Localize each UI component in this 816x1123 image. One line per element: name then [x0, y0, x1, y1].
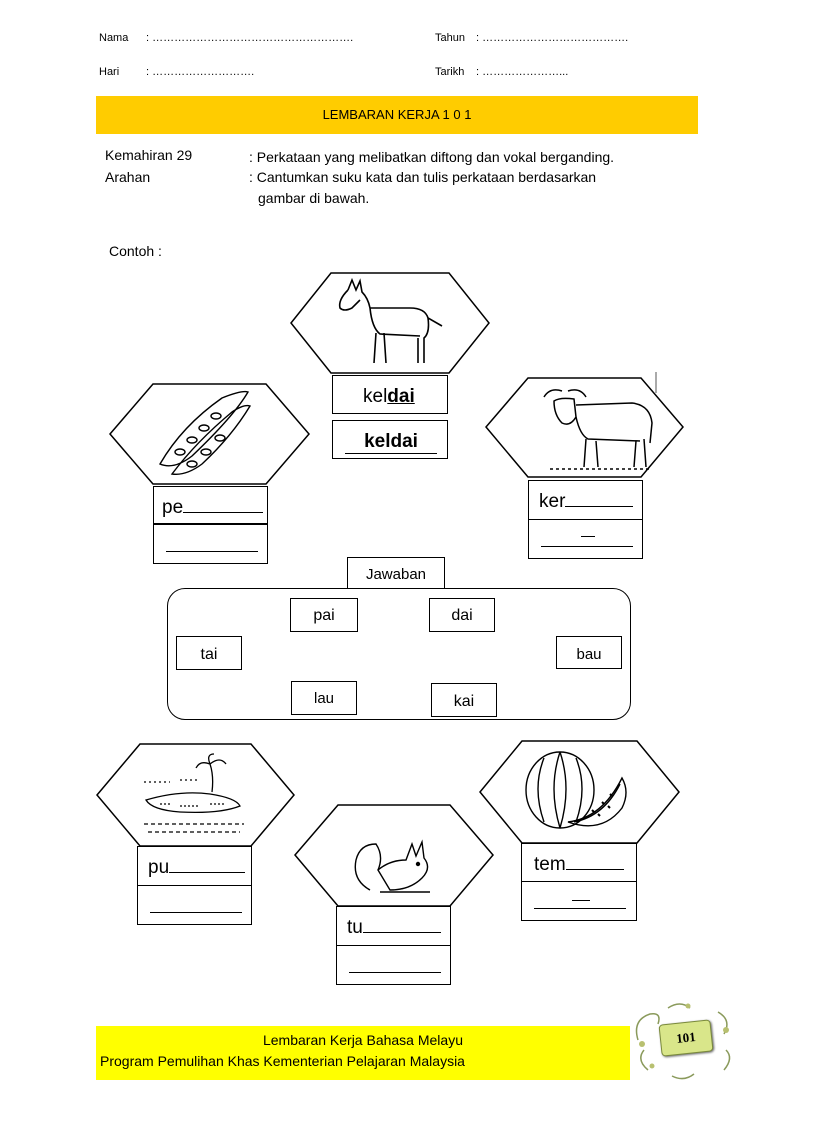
- tu-answer-box[interactable]: [336, 945, 451, 985]
- answer-line: [349, 972, 441, 973]
- tu-syllable-box: [336, 906, 451, 946]
- item-prefix: tem: [534, 854, 566, 875]
- bean-pod-picture: [152, 386, 262, 476]
- arahan-text: : Cantumkan suku kata dan tulis perkataan berdasarkan: [249, 169, 597, 185]
- worksheet-title: LEMBARAN KERJA 1 0 1: [322, 107, 472, 122]
- nama-label: Nama: [99, 32, 129, 44]
- syllable-card[interactable]: [431, 683, 497, 717]
- tem-answer-box[interactable]: [521, 881, 637, 921]
- item-prefix: pe: [162, 497, 184, 518]
- syllable-card[interactable]: [291, 681, 357, 715]
- contoh-label: Contoh :: [109, 243, 162, 259]
- syllable-card[interactable]: [556, 636, 622, 669]
- pe-syllable-box: [153, 486, 268, 524]
- answer-line: [534, 908, 626, 909]
- watermelon-picture: [522, 748, 642, 838]
- syllable-card[interactable]: [176, 636, 242, 670]
- example-answer: keldai: [345, 431, 437, 454]
- syllable-text: bau: [576, 646, 602, 663]
- footer-line-2: Program Pemulihan Khas Kementerian Pelajaran Malaysia: [100, 1053, 465, 1069]
- footer-line-1: Lembaran Kerja Bahasa Melayu: [262, 1032, 463, 1048]
- arahan-label: Arahan: [105, 169, 151, 185]
- syllable-text: lau: [313, 690, 335, 707]
- syllable-card[interactable]: [429, 598, 495, 632]
- item-prefix: pu: [148, 857, 170, 878]
- answer-line: [541, 546, 633, 547]
- example-prefix: kel: [363, 386, 388, 407]
- jawaban-title: Jawaban: [365, 566, 427, 583]
- jawaban-label-box: [347, 557, 445, 589]
- tem-syllable-box: [521, 843, 637, 882]
- page-badge: [658, 1019, 713, 1056]
- syllable-text: pai: [313, 607, 335, 624]
- island-picture: [140, 752, 250, 842]
- buffalo-picture: [540, 383, 660, 473]
- pu-syllable-box: [137, 846, 252, 886]
- page-number: 101: [675, 1029, 697, 1046]
- ker-syllable-box: [528, 480, 643, 520]
- example-answer-box: [332, 420, 448, 459]
- syllable-text: tai: [200, 646, 218, 663]
- arahan-text-cont: gambar di bawah.: [258, 190, 370, 206]
- answer-line: [150, 912, 242, 913]
- pu-answer-box[interactable]: [137, 885, 252, 925]
- kemahiran-text: : Perkataan yang melibatkan diftong dan vokal berganding.: [249, 149, 615, 165]
- ker-answer-box[interactable]: [528, 519, 643, 559]
- tahun-label: Tahun: [435, 32, 465, 44]
- footer-banner: [96, 1026, 630, 1080]
- nama-field[interactable]: : ……………………………………………….: [146, 32, 354, 44]
- hari-label: Hari: [99, 66, 120, 78]
- squirrel-picture: [350, 830, 440, 900]
- donkey-picture: [330, 278, 450, 368]
- syllable-text: dai: [451, 607, 473, 624]
- item-prefix: tu: [347, 917, 363, 938]
- kemahiran-label: Kemahiran 29: [105, 147, 193, 163]
- answer-line: [166, 551, 258, 552]
- syllable-text: kai: [453, 693, 475, 710]
- pe-answer-box[interactable]: [153, 524, 268, 564]
- tahun-field[interactable]: : ………………………………….: [476, 32, 629, 44]
- tarikh-label: Tarikh: [435, 66, 465, 78]
- hari-field[interactable]: : ……………………….: [146, 66, 255, 78]
- item-prefix: ker: [539, 491, 566, 512]
- example-suffix: dai: [387, 386, 415, 407]
- tarikh-field[interactable]: : …………………...: [476, 66, 569, 78]
- syllable-card[interactable]: [290, 598, 358, 632]
- example-syllable-box: [332, 375, 448, 414]
